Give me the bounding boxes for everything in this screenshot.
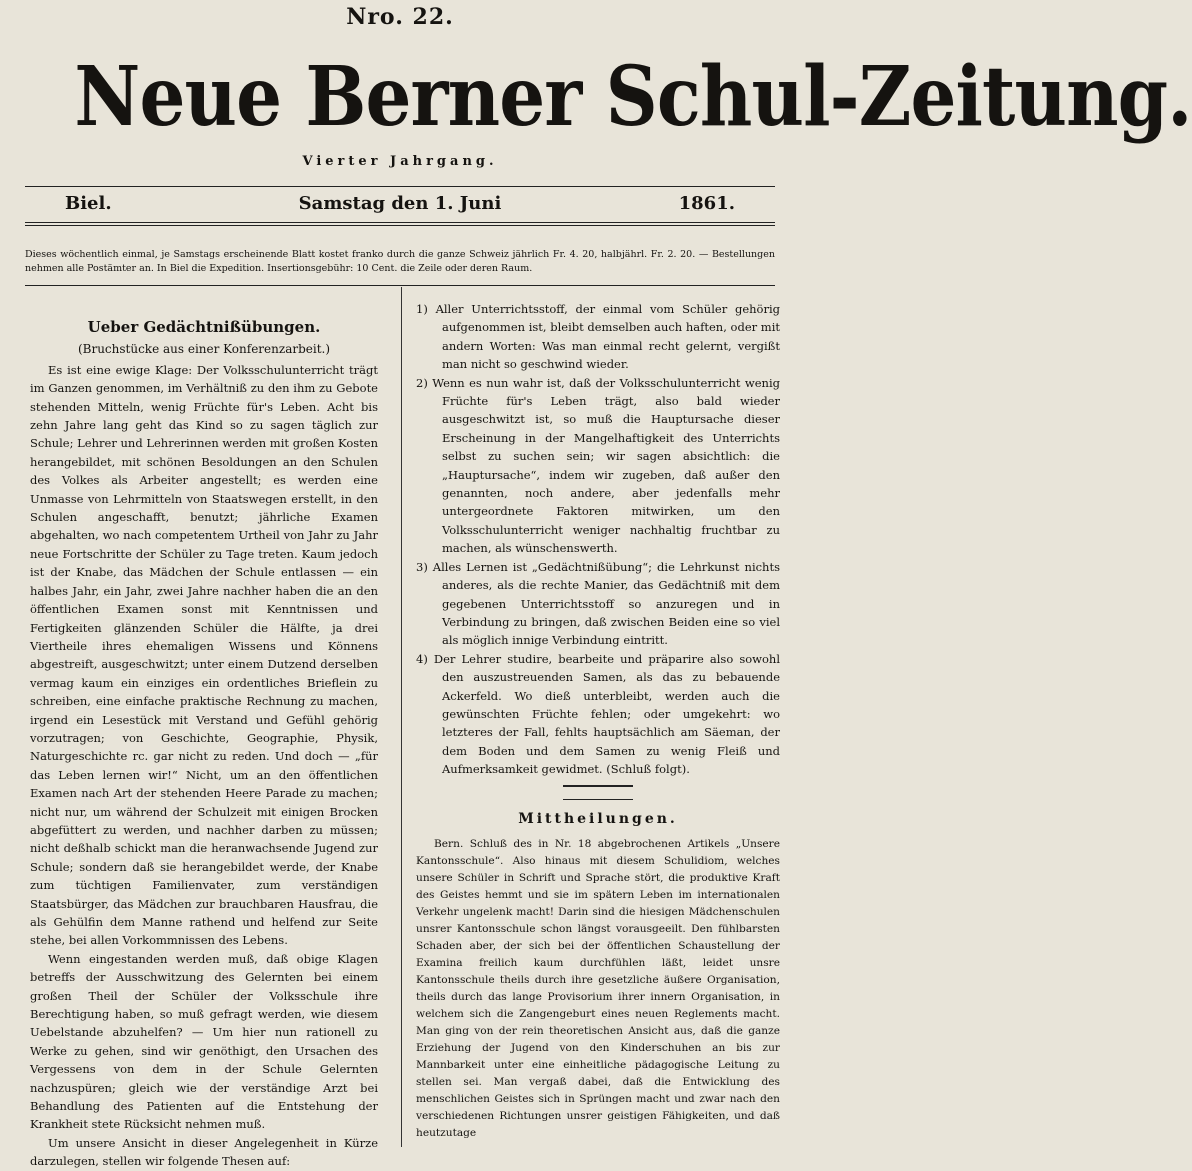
article-subtitle: (Bruchstücke aus einer Konferenzarbeit.)	[77, 342, 331, 357]
article-paragraph: Wenn eingestanden werden muß, daß obige Klagen betreffs der Ausschwitzung des Gelernten bei einem großen Theil der Schüler der Volksschule ihre Berechtigung haben, so muß gefragt werden, wie diesem Uebelstande abzuhelfen? — Um hier nun rationell zu Werke zu gehen, sind wir genöthigt, den Ursachen des Vergessens von dem in der Schule Gelernten nachzuspüren; gleich wie der verständige Arzt bei Behandlung des Patienten auf die Entstehung der Krankheit stete Rücksicht nehmen muß.	[30, 951, 378, 1132]
dateline	[25, 193, 775, 217]
date: Samstag den 1. Juni	[298, 193, 502, 214]
column-divider	[401, 287, 402, 1147]
thesis-item: 3) Alles Lernen ist „Gedächtnißübung“; die Lehrkunst nichts anderes, als die rechte Manier, das Gedächtniß mit dem gegebenen Unterrichtsstoff so anzuregen und in Verbindung zu bringen, daß zwischen Beiden eine so viel als möglich innige Verbindung eintritt.	[416, 559, 780, 648]
thesis-item: 2) Wenn es nun wahr ist, daß der Volksschulunterricht wenig Früchte für's Leben trägt, also bald wieder ausgeschwitzt ist, so muß die Hauptursache dieser Erscheinung in der Mangelhaftigkeit des Unterrichts selbst zu suchen sein; wir sagen absichtlich: die „Hauptursache“, indem wir zugeben, daß außer den genannten, noch andere, aber jedenfalls mehr untergeordnete Faktoren mitwirken, um den Volksschulunterricht weniger nachhaltig fruchtbar zu machen, als wünschenswerth.	[416, 375, 780, 556]
issue-number: Nro. 22.	[346, 4, 454, 30]
notice-rule	[25, 285, 775, 286]
article-paragraph: Um unsere Ansicht in dieser Angelegenheit in Kürze darzulegen, stellen wir folgende Thesen auf:	[30, 1135, 378, 1169]
article-title: Ueber Gedächtnißübungen.	[87, 318, 321, 336]
top-rule	[25, 186, 775, 187]
volume-subtitle: Vierter Jahrgang.	[302, 154, 498, 169]
year: 1861.	[678, 193, 735, 214]
article-paragraph: Es ist eine ewige Klage: Der Volksschulunterricht trägt im Ganzen genommen, im Verhältniß zu den ihm zu Gebote stehenden Mitteln, wenig Früchte für's Leben. Acht bis zehn Jahre lang geht das Kind so zu sagen täglich zur Schule; Lehrer und Lehrerinnen werden mit großen Kosten herangebildet, mit schönen Besoldungen an den Schulen des Volkes als Arbeiter angestellt; es werden eine Unmasse von Lehrmitteln von Staatswegen erstellt, in den Schulen angeschafft, benutzt; jährliche Examen abgehalten, wo nach competentem Urtheil von Jahr zu Jahr neue Fortschritte der Schüler zu Tage treten. Kaum jedoch ist der Knabe, das Mädchen der Schule entlassen — ein halbes Jahr, ein Jahr, zwei Jahre nachher haben die an den öffentlichen Examen sonst mit Kenntnissen und Fertigkeiten glänzenden Schüler die Hälfte, ja drei Viertheile ihres ehemaligen Wissens und Könnens abgestreift, ausgeschwitzt; unter einem Dutzend derselben vermag kaum ein einziges ein ordentliches Brieflein zu schreiben, eine einfache praktische Rechnung zu machen, irgend ein Lesestück mit Verstand und Gefühl gehörig vorzutragen; von Geschichte, Geographie, Physik, Naturgeschichte rc. gar nicht zu reden. Und doch — „für das Leben lernen wir!“ Nicht, um an den öffentlichen Examen nach Art der stehenden Heere Parade zu machen; nicht nur, um während der Schulzeit mit einigen Brocken abgefüttert zu werden, und nachher darben zu müssen; nicht deßhalb schickt man die heranwachsende Jugend zur Schule; sondern daß sie herangebildet werde, der Knabe zum tüchtigen Familienvater, zum verständigen Staatsbürger, das Mädchen zur brauchbaren Hausfrau, die als Gehülfin dem Manne rathend und helfend zur Seite stehe, bei allen Vorkommnissen des Lebens.	[30, 362, 378, 948]
right-column	[416, 300, 780, 1142]
thesis-item: 4) Der Lehrer studire, bearbeite und präparire also sowohl den auszustreuenden Samen, als das zu bebauende Ackerfeld. Wo dieß unterbleibt, werden auch die gewünschten Früchte fehlen; oder umgekehrt: wo letzteres der Fall, fehlts hauptsächlich am Säeman, der dem Boden und dem Samen zu wenig Fleiß und Aufmerksamkeit gewidmet. (Schluß folgt).	[416, 651, 780, 777]
news-paragraph: Bern. Schluß des in Nr. 18 abgebrochenen Artikels „Unsere Kantonsschule“. Also hinaus mit diesem Schulidiom, welches unsere Schüler in Schrift und Sprache stört, die produktive Kraft des Geistes hemmt und sie im spätern Leben im internationalen Verkehr ungelenk macht! Darin sind die hiesigen Mädchenschulen unsrer Kantonsschule schon längst vorausgeeilt. Den fühlbarsten Schaden aber, der sich bei der öffentlichen Schaustellung der Examina freilich kaum durchfühlen läßt, leidet unsre Kantonsschule theils durch ihre gesetzliche äußere Organisation, theils durch das lange Provisorium ihrer innern Organisation, in welchem sich die Zangengeburt eines neuen Reglements macht. Man ging von der rein theoretischen Ansicht aus, daß die ganze Erziehung der Jugend von den Kinderschuhen an bis zur Mannbarkeit unter eine einheitliche pädagogische Leitung zu stellen sei. Man vergaß dabei, daß die Entwicklung des menschlichen Geistes sich in Sprüngen macht und zwar nach den verschiedenen Richtungen unsrer geistigen Fähigkeiten, und daß heutzutage	[416, 837, 780, 1139]
subscription-notice: Dieses wöchentlich einmal, je Samstags erscheinende Blatt kostet franko durch die ganze Schweiz jährlich Fr. 4. 20, halbjährl. Fr. 2. 20. — Bestellungen nehmen alle Postämter an. In Biel die Expedition. Insertionsgebühr: 10 Cent. die Zeile oder deren Raum.	[25, 249, 775, 274]
dateline-rule-2	[25, 225, 775, 226]
masthead-title: Neue Berner Schul-Zeitung.	[74, 49, 1192, 145]
thesis-item: 1) Aller Unterrichtsstoff, der einmal vom Schüler gehörig aufgenommen ist, bleibt demselben auch haften, oder mit andern Worten: Was man einmal recht gelernt, vergißt man nicht so geschwind wieder.	[416, 302, 780, 372]
city: Biel.	[65, 193, 112, 214]
left-column	[30, 318, 378, 1171]
section-separator	[563, 785, 633, 800]
section-title: Mittheilungen.	[518, 810, 678, 827]
dateline-rule	[25, 222, 775, 223]
